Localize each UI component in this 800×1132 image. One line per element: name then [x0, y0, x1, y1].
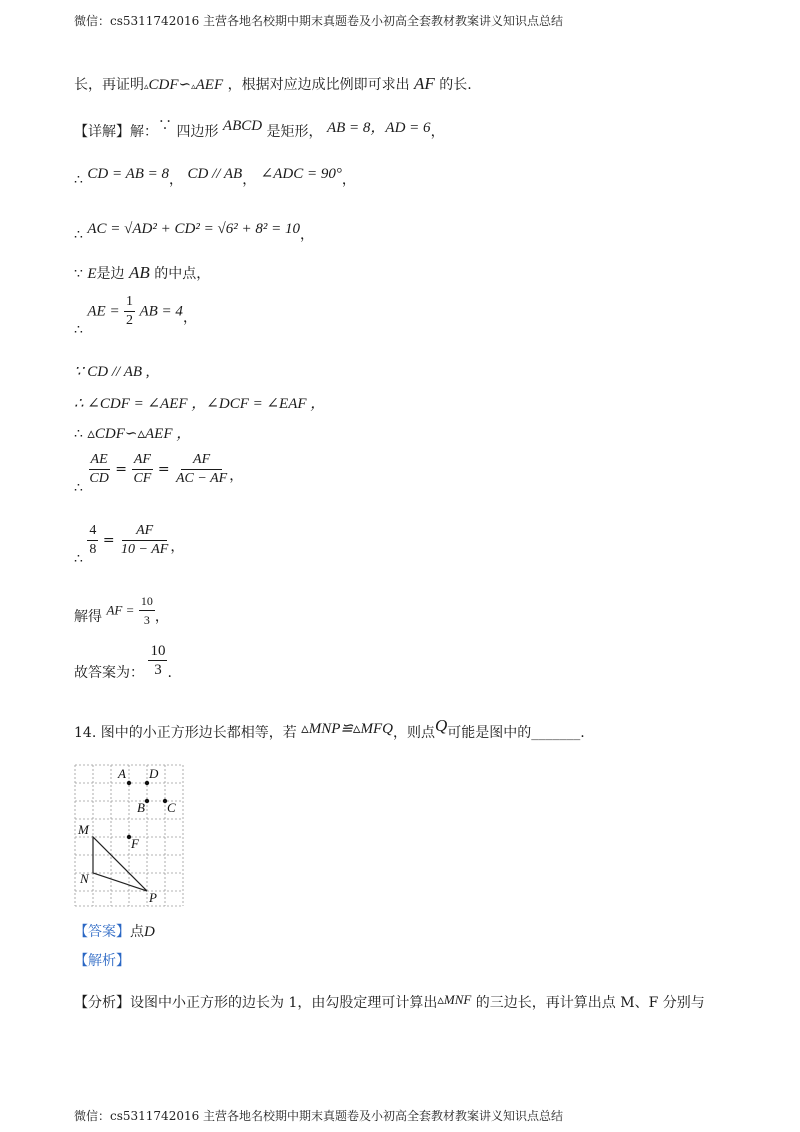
analysis-math: ▵MNF — [437, 992, 472, 1007]
math: E — [87, 266, 97, 282]
question-math: ▵MNP≌▵MFQ — [301, 721, 393, 737]
solution-line-11 — [74, 522, 185, 567]
therefore-symbol: ∴ — [74, 479, 83, 496]
label-f: F — [131, 836, 139, 851]
denominator: AC − AF — [176, 471, 228, 486]
denominator: 3 — [154, 662, 162, 678]
solution-line-6 — [74, 293, 197, 338]
numerator: 10 — [150, 643, 166, 659]
question-text: 图中的小正方形边长都相等，若 — [100, 725, 297, 741]
solution-line-1 — [74, 74, 472, 94]
equals: = — [115, 461, 128, 478]
numerator: 10 — [139, 592, 155, 611]
text: 长，再证明 — [74, 77, 144, 93]
text: ， — [242, 172, 257, 188]
text: . — [167, 664, 172, 681]
therefore-symbol: ∴ — [74, 321, 83, 338]
text: ， — [229, 467, 244, 484]
text: 的长. — [439, 77, 472, 93]
text: ，根据对应边成比例即可求出 — [227, 77, 410, 93]
fraction — [131, 451, 153, 488]
math: AC = √AD² + CD² = √6² + 8² = 10 — [87, 221, 300, 237]
math: AB = 8，AD = 6 — [326, 120, 431, 136]
answer-point: D — [144, 924, 155, 940]
therefore-symbol: ∴ — [74, 227, 83, 243]
analysis-text: 的三边长，再计算出点 M、F 分别与 — [475, 995, 705, 1011]
question-text: 可能是图中的_______. — [447, 725, 585, 741]
analysis-label: 【解析】 — [74, 953, 130, 969]
text: 是矩形， — [266, 124, 323, 140]
grid-figure — [70, 760, 190, 910]
text: ， — [154, 608, 169, 625]
text: ， — [182, 309, 197, 326]
solution-line-5 — [74, 263, 210, 283]
therefore-symbol: ∴ — [74, 426, 83, 442]
answer-label: 【答案】 — [74, 924, 130, 940]
numerator: AF — [122, 522, 167, 541]
math: ∠ADC = 90° — [260, 166, 342, 182]
math: CD = AB = 8 — [87, 166, 170, 182]
text: 四边形 — [176, 124, 219, 140]
math: CDF∽ — [148, 77, 192, 93]
text: 是边 — [96, 266, 125, 282]
math: AB = 4 — [139, 303, 183, 320]
denominator: CF — [133, 471, 152, 486]
text: 解得 — [74, 608, 102, 625]
text: ， — [299, 227, 314, 243]
math: AEF — [195, 77, 224, 93]
fraction — [148, 642, 167, 679]
question-number: 14. — [74, 725, 97, 741]
text: ， — [169, 172, 184, 188]
fraction — [139, 592, 155, 629]
solution-line-3 — [74, 163, 356, 188]
fraction — [174, 451, 229, 488]
solution-line-2 — [74, 120, 445, 141]
denominator: 8 — [89, 542, 97, 557]
solution-line-9 — [74, 422, 191, 443]
math: AF = — [106, 602, 135, 618]
solution-line-12 — [74, 592, 169, 629]
math: AF — [414, 74, 435, 93]
fraction — [124, 293, 135, 330]
denominator: CD — [89, 471, 109, 486]
triangle-symbol: ▵ — [144, 82, 149, 92]
math: AE = — [87, 303, 120, 320]
label-b: B — [137, 800, 145, 815]
denominator: 3 — [143, 613, 150, 627]
fraction — [87, 522, 98, 559]
therefore-symbol: ∴ — [74, 172, 83, 188]
numerator: AF — [132, 451, 153, 470]
question-text: ，则点 — [392, 725, 435, 741]
equals: = — [157, 461, 170, 478]
answer-prefix: 故答案为： — [74, 664, 144, 681]
numerator: 1 — [124, 293, 135, 312]
math: ABCD — [222, 118, 263, 134]
solution-line-13 — [74, 642, 172, 679]
numerator: 4 — [87, 522, 98, 541]
math: AB — [129, 263, 150, 282]
therefore-symbol: ∴ — [74, 550, 83, 567]
solution-line-10 — [74, 451, 244, 496]
label-p: P — [149, 890, 157, 905]
because-symbol: ∵ — [74, 266, 83, 282]
label-a: A — [118, 766, 126, 781]
because-symbol: ∵ — [158, 118, 172, 134]
label-d: D — [149, 766, 159, 781]
point-q: Q — [434, 716, 448, 735]
page-header: 微信：cs5311742016 主营各地名校期中期末真题卷及小初高全套教材教案讲义知识点总结 — [74, 14, 564, 28]
point-d-dot — [145, 781, 149, 785]
page-footer: 微信：cs5311742016 主营各地名校期中期末真题卷及小初高全套教材教案讲义知识点总结 — [74, 1109, 564, 1123]
detail-label: 【详解】解： — [74, 124, 158, 140]
triangle-symbol: ▵ — [191, 82, 196, 92]
label-n: N — [80, 871, 89, 886]
text: ， — [170, 538, 185, 555]
denominator: 10 − AF — [121, 542, 169, 557]
fraction — [87, 451, 110, 488]
point-a-dot — [127, 781, 131, 785]
text: ， — [430, 124, 445, 140]
equals: = — [102, 532, 115, 549]
fraction — [119, 522, 170, 559]
solution-line-8: ∴ ∠CDF = ∠AEF ，∠DCF = ∠EAF ， — [74, 396, 326, 412]
answer-text: 点 — [130, 924, 144, 940]
math: CD // AB — [187, 166, 243, 182]
point-b-dot — [145, 799, 149, 803]
label-c: C — [167, 800, 176, 815]
analysis-line — [74, 992, 705, 1012]
text: ， — [341, 172, 356, 188]
text: 的中点， — [154, 266, 211, 282]
denominator: 2 — [126, 313, 134, 328]
numerator: AE — [89, 451, 110, 470]
numerator: AF — [181, 451, 222, 470]
solution-line-7: ∵ CD // AB , — [74, 364, 150, 380]
math: ▵CDF∽▵AEF ， — [87, 426, 192, 442]
label-m: M — [78, 822, 89, 837]
answer-line — [74, 921, 155, 941]
analysis-text: 【分析】设图中小正方形的边长为 1，由勾股定理可计算出 — [74, 995, 438, 1011]
solution-line-4 — [74, 218, 314, 243]
question-14 — [74, 716, 585, 742]
